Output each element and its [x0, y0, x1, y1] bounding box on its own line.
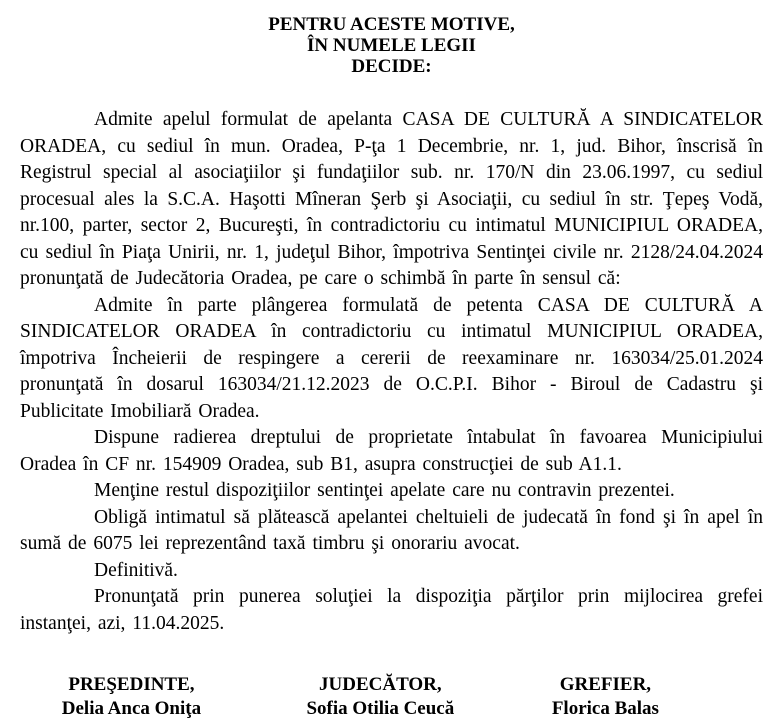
paragraph-admite-apelul: Admite apelul formulat de apelanta CASA DE CULTURĂ A SINDICATELOR ORADEA, cu sediul în mun. Oradea, P-ţa 1 Decembrie, nr. 1, jud. Bihor, înscrisă în Registrul special al asociaţiilor şi fundaţiilor sub. nr. 170/N din 23.06.1997, cu sediul procesual ales la S.C.A. Haşotti Mîneran Şerb şi Asociaţii, cu sediul în str. Ţepeş Vodă, nr.100, parter, sector 2, Bucureşti, în contradictoriu cu intimatul MUNICIPIUL ORADEA, cu sediul în Piaţa Unirii, nr. 1, judeţul Bihor, împotriva Sentinţei civile nr. 2128/24.04.2024 pronunţată de Judecătoria Oradea, pe care o schimbă în parte în sensul că:	[20, 109, 763, 289]
paragraph-mentine-restul: Menţine restul dispoziţiilor sentinţei apelate care nu contravin prezentei.	[94, 480, 675, 501]
heading-line-in-the-name-of-law: ÎN NUMELE LEGII	[307, 35, 476, 56]
signature-name-judge: Sofia Otilia Ceucă	[306, 698, 455, 719]
paragraph-pronuntata: Pronunţată prin punerea soluţiei la dispoziţia părţilor prin mijlocirea grefei instanţei, azi, 11.04.2025.	[20, 586, 763, 634]
paragraph-admite-in-parte: Admite în parte plângerea formulată de petenta CASA DE CULTURĂ A SINDICATELOR ORADEA în contradictoriu cu intimatul MUNICIPIUL ORADEA, împotriva Încheierii de respingere a cererii de reexaminare nr. 163034/25.01.2024 pronunţată în dosarul 163034/21.12.2023 de O.C.P.I. Bihor - Biroul de Cadastru şi Publicitate Imobiliară Oradea.	[20, 294, 763, 422]
heading-line-decides: DECIDE:	[351, 56, 432, 77]
paragraph-definitiva: Definitivă.	[94, 559, 178, 581]
signature-role-president: PREŞEDINTE,	[68, 674, 195, 695]
heading-line-motives: PENTRU ACESTE MOTIVE,	[268, 14, 515, 35]
signature-name-president: Delia Anca Oniţa	[61, 698, 202, 719]
decision-heading	[20, 14, 763, 77]
decision-body	[20, 107, 763, 637]
signature-role-clerk: GREFIER,	[559, 674, 652, 695]
signature-president	[20, 673, 243, 721]
paragraph-dispune-radierea: Dispune radierea dreptului de proprietate întabulat în favoarea Municipiului Oradea în CF nr. 154909 Oradea, sub B1, asupra construcţiei de sub A1.1.	[20, 427, 763, 475]
signature-name-clerk: Florica Balas	[551, 698, 659, 719]
paragraph-obliga-intimatul: Obligă intimatul să plătească apelantei cheltuieli de judecată în fond şi în apel în sumă de 6075 lei reprezentând taxă timbru şi onorariu avocat.	[20, 506, 763, 554]
signature-clerk	[518, 673, 763, 721]
signature-role-judge: JUDECĂTOR,	[319, 674, 442, 695]
signature-judge	[243, 673, 518, 721]
signature-block	[20, 673, 763, 721]
